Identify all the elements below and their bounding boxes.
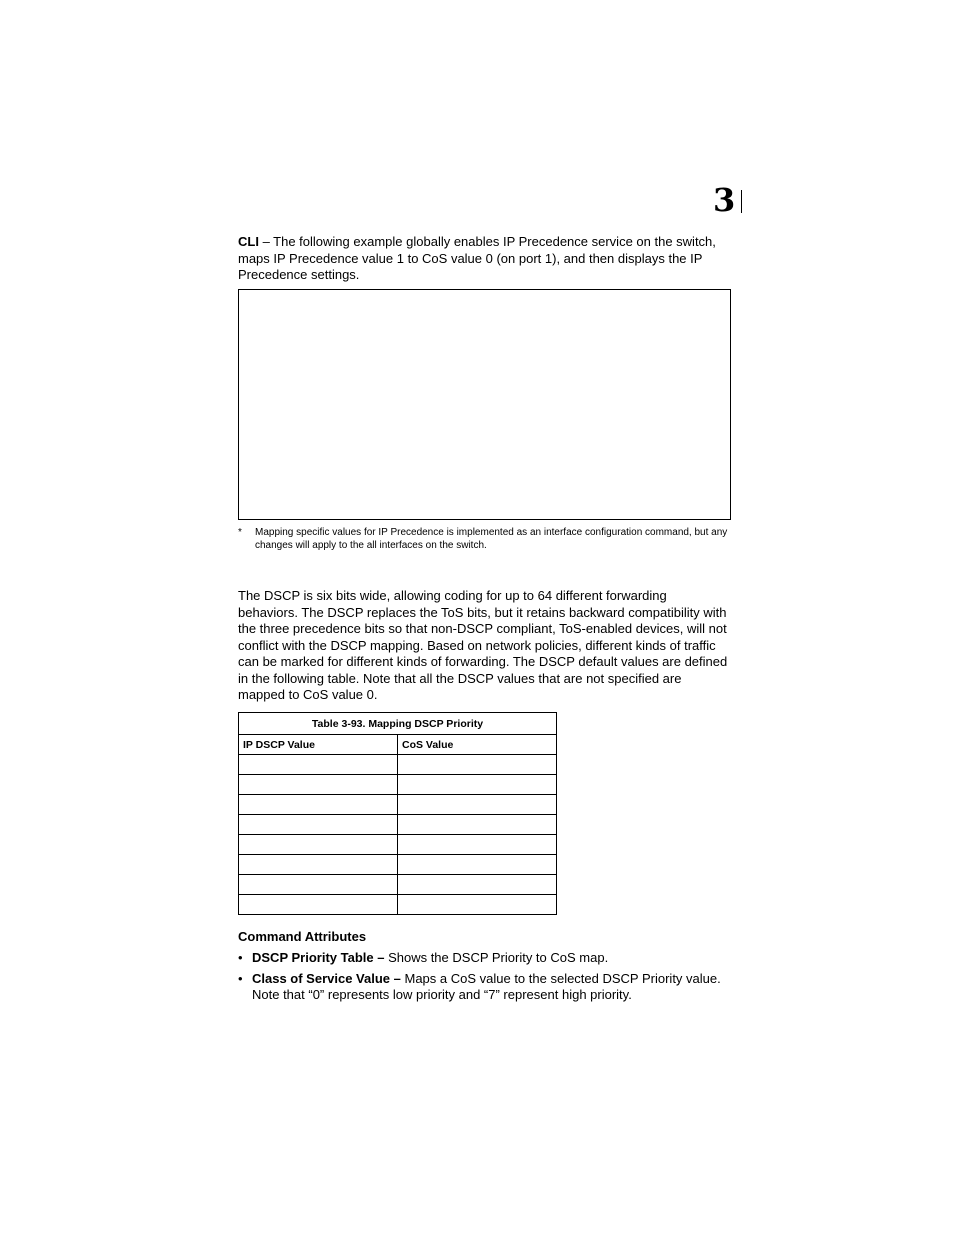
- column-header-ip-dscp-value: IP DSCP Value: [239, 735, 398, 755]
- cos-value-cell: [398, 815, 557, 835]
- dscp-priority-table: [238, 712, 557, 915]
- cos-value-cell: [398, 775, 557, 795]
- bullet: •: [238, 970, 243, 986]
- table-row: [239, 895, 557, 915]
- ip-dscp-value-cell: [239, 875, 398, 895]
- attribute-description: Shows the DSCP Priority to CoS map.: [384, 950, 609, 965]
- footnote-marker: *: [238, 527, 242, 538]
- cos-value-cell: [398, 895, 557, 915]
- table-row: [239, 755, 557, 775]
- table-row: [239, 875, 557, 895]
- cos-value-cell: [398, 875, 557, 895]
- ip-dscp-value-cell: [239, 795, 398, 815]
- table-row: [239, 775, 557, 795]
- table-row: [239, 855, 557, 875]
- cli-example-box: [238, 289, 731, 520]
- table-row: [239, 815, 557, 835]
- ip-dscp-value-cell: [239, 895, 398, 915]
- command-attributes-list: [238, 950, 730, 1008]
- command-attributes-heading: Command Attributes: [238, 929, 367, 944]
- table-caption-row: [239, 713, 557, 735]
- ip-dscp-value-cell: [239, 835, 398, 855]
- cos-value-cell: [398, 855, 557, 875]
- list-item: [238, 971, 730, 1004]
- footnote: [238, 526, 730, 552]
- cli-intro-paragraph: [238, 234, 730, 284]
- cos-value-cell: [398, 795, 557, 815]
- list-item: [238, 950, 730, 967]
- cos-value-cell: [398, 835, 557, 855]
- ip-dscp-value-cell: [239, 855, 398, 875]
- ip-dscp-value-cell: [239, 815, 398, 835]
- chapter-number: 3: [713, 181, 736, 219]
- dscp-description-paragraph: The DSCP is six bits wide, allowing coding for up to 64 different forwarding behaviors. The DSCP replaces the ToS bits, but it retains backward compatibility with the three precedence bits so that non-DSCP compliant, ToS-enabled devices, will not conflict with the DSCP mapping. Based on network policies, different kinds of traffic can be marked for different kinds of forwarding. The DSCP default values are defined in the following table. Note that all the DSCP values that are not specified are mapped to CoS value 0.: [238, 588, 728, 702]
- table-caption: Table 3-93. Mapping DSCP Priority: [239, 713, 557, 735]
- table-header-row: [239, 735, 557, 755]
- footnote-text: Mapping specific values for IP Precedence is implemented as an interface configuration command, but any changes will apply to the all interfaces on the switch.: [255, 527, 728, 551]
- chapter-divider: [741, 190, 742, 213]
- column-header-cos-value: CoS Value: [398, 735, 557, 755]
- attribute-description: Maps a CoS value to the selected DSCP Priority value. Note that “0” represents low priority and “7” represent high priority.: [252, 970, 721, 1002]
- dscp-table-container: [238, 712, 557, 915]
- cli-intro-text: – The following example globally enables IP Precedence service on the switch, maps IP Precedence value 1 to CoS value 0 (on port 1), and then displays the IP Precedence settings.: [238, 234, 716, 282]
- cos-value-cell: [398, 755, 557, 775]
- attribute-term: Class of Service Value –: [252, 970, 401, 986]
- ip-dscp-value-cell: [239, 775, 398, 795]
- attribute-term: DSCP Priority Table –: [252, 950, 385, 965]
- table-row: [239, 835, 557, 855]
- cli-label: CLI: [238, 234, 259, 249]
- ip-dscp-value-cell: [239, 755, 398, 775]
- bullet: •: [238, 950, 243, 965]
- table-row: [239, 795, 557, 815]
